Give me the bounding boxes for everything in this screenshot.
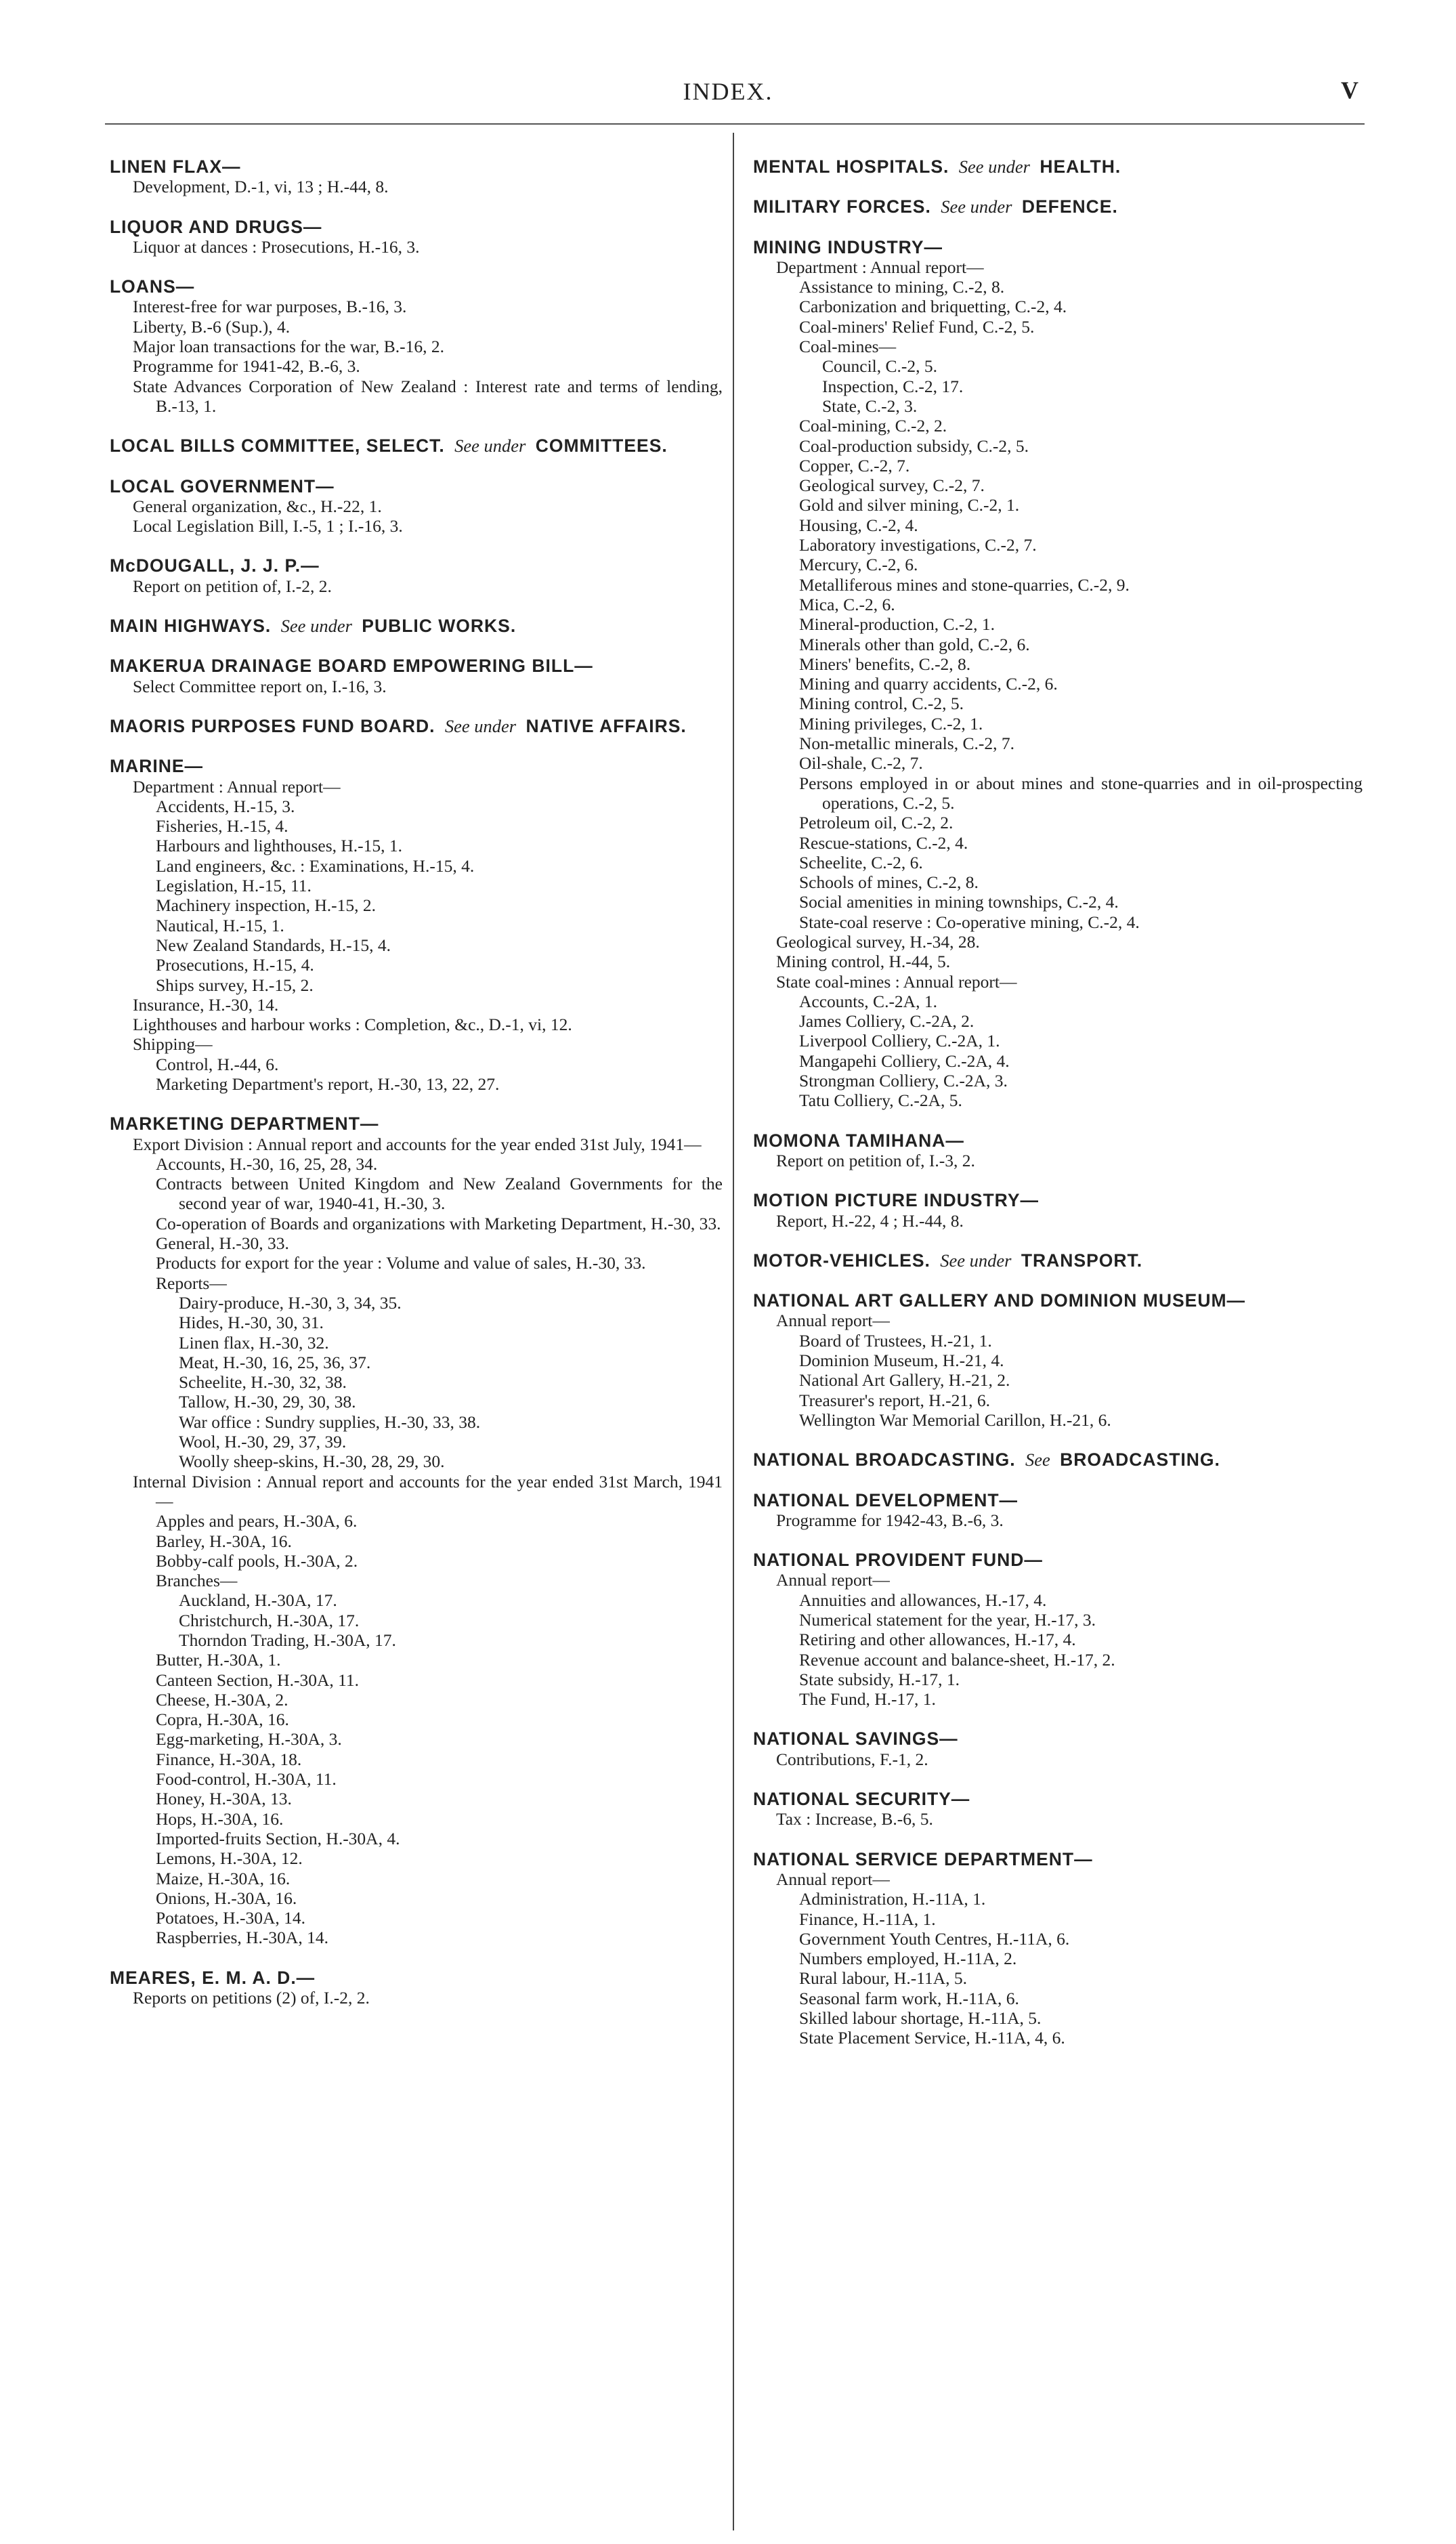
index-subentry: Machinery inspection, H.-15, 2. xyxy=(156,895,377,916)
index-entry xyxy=(110,477,723,536)
index-subentry: Internal Division : Annual report and accounts for the year ended 31st March, 1941— xyxy=(133,1471,723,1511)
index-subentry: Co-operation of Boards and organizations with Marketing Department, H.-30, 33. xyxy=(156,1213,721,1233)
see-under-label: See xyxy=(1025,1449,1050,1470)
cross-reference: NATIVE AFFAIRS. xyxy=(526,715,687,736)
cross-reference: HEALTH. xyxy=(1040,156,1121,177)
heading-text: NATIONAL BROADCASTING. xyxy=(753,1449,1016,1470)
cross-reference: BROADCASTING. xyxy=(1060,1449,1220,1470)
index-subentry: Strongman Colliery, C.-2A, 3. xyxy=(799,1071,1008,1091)
index-subentry: State subsidy, H.-17, 1. xyxy=(799,1669,960,1689)
heading-text: MILITARY FORCES. xyxy=(753,196,931,217)
index-entry xyxy=(753,1729,1363,1769)
see-under-label: See under xyxy=(941,196,1012,217)
heading-text: NATIONAL DEVELOPMENT— xyxy=(753,1489,1019,1510)
column-divider xyxy=(733,133,734,2530)
entry-heading xyxy=(110,616,723,636)
heading-text: McDOUGALL, J. J. P.— xyxy=(110,555,320,576)
see-under-label: See under xyxy=(280,616,352,637)
index-subentry: Programme for 1941-42, B.-6, 3. xyxy=(133,356,360,377)
index-subentry: Canteen Section, H.-30A, 11. xyxy=(156,1670,360,1690)
entry-heading xyxy=(110,757,723,776)
entry-heading xyxy=(753,1251,1363,1271)
index-subentry: Numbers employed, H.-11A, 2. xyxy=(799,1949,1017,1969)
index-entry xyxy=(753,1131,1363,1171)
index-entry xyxy=(753,1850,1363,2048)
heading-text: MOTION PICTURE INDUSTRY— xyxy=(753,1190,1039,1211)
index-subentry: Department : Annual report— xyxy=(776,257,984,277)
heading-text: MAORIS PURPOSES FUND BOARD. xyxy=(110,715,435,736)
index-entry xyxy=(753,1291,1363,1430)
index-subentry: Mining control, C.-2, 5. xyxy=(799,694,964,714)
see-under-label: See under xyxy=(454,436,526,457)
index-entry xyxy=(753,1450,1363,1470)
index-entry xyxy=(110,157,723,197)
index-subentry: Annual report— xyxy=(776,1869,890,1889)
index-entry xyxy=(110,217,723,257)
index-entry xyxy=(110,436,723,456)
index-subentry: Petroleum oil, C.-2, 2. xyxy=(799,813,954,833)
index-subentry: Revenue account and balance-sheet, H.-17, 2. xyxy=(799,1649,1115,1670)
left-column xyxy=(110,157,723,2028)
index-subentry: Land engineers, &c. : Examinations, H.-15, 4. xyxy=(156,855,475,876)
page-title: INDEX. xyxy=(683,78,773,105)
index-subentry: Legislation, H.-15, 11. xyxy=(156,876,312,896)
heading-text: NATIONAL SAVINGS— xyxy=(753,1729,958,1750)
index-subentry: Accounts, C.-2A, 1. xyxy=(799,991,937,1011)
index-subentry: Administration, H.-11A, 1. xyxy=(799,1889,986,1909)
heading-text: NATIONAL SERVICE DEPARTMENT— xyxy=(753,1848,1093,1869)
index-subentry: Liquor at dances : Prosecutions, H.-16, 3. xyxy=(133,236,420,257)
index-subentry: Tax : Increase, B.-6, 5. xyxy=(776,1809,933,1829)
index-subentry: James Colliery, C.-2A, 2. xyxy=(799,1011,975,1032)
index-subentry: Prosecutions, H.-15, 4. xyxy=(156,955,314,975)
entry-heading xyxy=(753,1291,1363,1311)
index-subentry: General, H.-30, 33. xyxy=(156,1233,289,1254)
entry-heading xyxy=(110,656,723,676)
index-subentry: State-coal reserve : Co-operative mining, C.-2, 4. xyxy=(799,912,1140,932)
index-entry xyxy=(753,157,1363,177)
index-subentry: Oil-shale, C.-2, 7. xyxy=(799,753,923,773)
index-subentry: Council, C.-2, 5. xyxy=(822,356,937,377)
index-subentry: Dominion Museum, H.-21, 4. xyxy=(799,1351,1004,1371)
index-subentry: Schools of mines, C.-2, 8. xyxy=(799,872,979,893)
index-entry xyxy=(110,757,723,1094)
index-subentry: Scheelite, C.-2, 6. xyxy=(799,852,923,872)
header-rule xyxy=(105,123,1365,125)
entry-heading xyxy=(753,1491,1363,1510)
index-subentry: State coal-mines : Annual report— xyxy=(776,971,1017,992)
index-entry xyxy=(753,1789,1363,1829)
index-subentry: Coal-production subsidy, C.-2, 5. xyxy=(799,436,1029,456)
index-subentry: Reports on petitions (2) of, I.-2, 2. xyxy=(133,1988,370,2008)
index-subentry: Liberty, B.-6 (Sup.), 4. xyxy=(133,316,291,337)
entry-heading xyxy=(753,1450,1363,1470)
cross-reference: DEFENCE. xyxy=(1021,196,1118,217)
entry-heading xyxy=(753,1729,1363,1749)
index-subentry: Ships survey, H.-15, 2. xyxy=(156,975,314,995)
index-subentry: Annual report— xyxy=(776,1311,890,1331)
entry-heading xyxy=(753,1191,1363,1210)
index-subentry: Rural labour, H.-11A, 5. xyxy=(799,1968,968,1989)
index-subentry: Mineral-production, C.-2, 1. xyxy=(799,614,995,635)
index-subentry: New Zealand Standards, H.-15, 4. xyxy=(156,935,391,955)
index-subentry: Coal-mining, C.-2, 2. xyxy=(799,416,947,436)
index-subentry: Finance, H.-11A, 1. xyxy=(799,1909,936,1929)
heading-text: MOTOR-VEHICLES. xyxy=(753,1250,930,1271)
index-subentry: Miners' benefits, C.-2, 8. xyxy=(799,654,971,674)
index-subentry: Cheese, H.-30A, 2. xyxy=(156,1689,288,1710)
index-subentry: Select Committee report on, I.-16, 3. xyxy=(133,676,387,696)
entry-heading xyxy=(753,238,1363,257)
index-subentry: Raspberries, H.-30A, 14. xyxy=(156,1928,328,1948)
index-subentry: Report on petition of, I.-3, 2. xyxy=(776,1150,975,1170)
heading-text: MAIN HIGHWAYS. xyxy=(110,616,272,637)
index-subentry: Local Legislation Bill, I.-5, 1 ; I.-16, 3. xyxy=(133,516,403,536)
heading-text: MARINE— xyxy=(110,756,204,777)
index-subentry: Food-control, H.-30A, 11. xyxy=(156,1769,337,1789)
index-subentry: Accounts, H.-30, 16, 25, 28, 34. xyxy=(156,1153,378,1174)
index-subentry: Butter, H.-30A, 1. xyxy=(156,1650,281,1670)
index-subentry: Coal-miners' Relief Fund, C.-2, 5. xyxy=(799,316,1035,337)
index-subentry: Contributions, F.-1, 2. xyxy=(776,1749,928,1769)
index-subentry: Honey, H.-30A, 13. xyxy=(156,1789,292,1809)
index-subentry: Retiring and other allowances, H.-17, 4. xyxy=(799,1630,1076,1650)
heading-text: MEARES, E. M. A. D.— xyxy=(110,1967,316,1988)
index-subentry: Export Division : Annual report and accounts for the year ended 31st July, 1941— xyxy=(133,1134,702,1154)
index-subentry: Annuities and allowances, H.-17, 4. xyxy=(799,1590,1047,1610)
index-subentry: Numerical statement for the year, H.-17, 3. xyxy=(799,1610,1096,1630)
index-subentry: Bobby-calf pools, H.-30A, 2. xyxy=(156,1550,358,1571)
index-subentry: Wellington War Memorial Carillon, H.-21, 6. xyxy=(799,1409,1111,1430)
entry-heading xyxy=(110,1114,723,1134)
index-subentry: Assistance to mining, C.-2, 8. xyxy=(799,277,1005,297)
entry-heading xyxy=(753,1131,1363,1151)
index-subentry: Reports— xyxy=(156,1273,227,1293)
index-subentry: Mining privileges, C.-2, 1. xyxy=(799,713,983,734)
entry-heading xyxy=(110,556,723,576)
entry-heading xyxy=(753,1850,1363,1869)
index-subentry: State Placement Service, H.-11A, 4, 6. xyxy=(799,2028,1065,2048)
entry-heading xyxy=(753,157,1363,177)
index-entry xyxy=(110,1968,723,2008)
index-entry xyxy=(753,1491,1363,1531)
index-entry xyxy=(753,238,1363,1111)
index-subentry: Linen flax, H.-30, 32. xyxy=(179,1332,329,1353)
index-subentry: Annual report— xyxy=(776,1570,890,1590)
index-subentry: Hops, H.-30A, 16. xyxy=(156,1808,284,1829)
entry-heading xyxy=(110,717,723,736)
cross-reference: PUBLIC WORKS. xyxy=(362,616,517,637)
index-subentry: Metalliferous mines and stone-quarries, C.-2, 9. xyxy=(799,574,1130,595)
index-entry xyxy=(753,1251,1363,1271)
index-subentry: Contracts between United Kingdom and New Zealand Governments for the second year of war, 1940-41, H.-30, 3. xyxy=(156,1174,723,1214)
index-subentry: Seasonal farm work, H.-11A, 6. xyxy=(799,1988,1019,2008)
index-subentry: Auckland, H.-30A, 17. xyxy=(179,1590,337,1611)
index-subentry: Report, H.-22, 4 ; H.-44, 8. xyxy=(776,1210,964,1231)
entry-heading xyxy=(753,1789,1363,1809)
page-number: V xyxy=(1341,77,1358,104)
index-subentry: Mica, C.-2, 6. xyxy=(799,594,895,614)
index-subentry: Fisheries, H.-15, 4. xyxy=(156,816,288,836)
index-subentry: Board of Trustees, H.-21, 1. xyxy=(799,1330,992,1351)
index-subentry: Treasurer's report, H.-21, 6. xyxy=(799,1390,990,1410)
index-subentry: Interest-free for war purposes, B.-16, 3. xyxy=(133,297,407,317)
index-subentry: Rescue-stations, C.-2, 4. xyxy=(799,832,968,853)
index-subentry: Carbonization and briquetting, C.-2, 4. xyxy=(799,297,1067,317)
index-subentry: Finance, H.-30A, 18. xyxy=(156,1749,302,1769)
index-subentry: Coal-mines— xyxy=(799,337,897,357)
index-subentry: Hides, H.-30, 30, 31. xyxy=(179,1313,324,1333)
heading-text: LOANS— xyxy=(110,276,195,297)
index-subentry: Mercury, C.-2, 6. xyxy=(799,555,918,575)
index-subentry: Tallow, H.-30, 29, 30, 38. xyxy=(179,1392,356,1412)
index-entry xyxy=(753,1191,1363,1231)
index-subentry: Skilled labour shortage, H.-11A, 5. xyxy=(799,2008,1042,2029)
heading-text: MAKERUA DRAINAGE BOARD EMPOWERING BILL— xyxy=(110,656,593,677)
index-subentry: State Advances Corporation of New Zealand : Interest rate and terms of lending, B.-13, 1. xyxy=(133,376,723,416)
entry-heading xyxy=(110,277,723,297)
index-subentry: Geological survey, H.-34, 28. xyxy=(776,931,980,952)
entry-heading xyxy=(110,436,723,456)
entry-heading xyxy=(753,197,1363,217)
index-entry xyxy=(753,1550,1363,1709)
index-subentry: Branches— xyxy=(156,1571,238,1591)
index-subentry: Control, H.-44, 6. xyxy=(156,1054,279,1074)
index-subentry: War office : Sundry supplies, H.-30, 33, 38. xyxy=(179,1412,481,1432)
index-subentry: Egg-marketing, H.-30A, 3. xyxy=(156,1729,342,1750)
index-subentry: Thorndon Trading, H.-30A, 17. xyxy=(179,1630,396,1650)
index-subentry: Report on petition of, I.-2, 2. xyxy=(133,576,332,596)
see-under-label: See under xyxy=(958,156,1030,177)
index-entry xyxy=(110,556,723,596)
index-subentry: Barley, H.-30A, 16. xyxy=(156,1531,292,1551)
right-column xyxy=(753,157,1363,2069)
index-subentry: Onions, H.-30A, 16. xyxy=(156,1888,297,1908)
index-subentry: Mining control, H.-44, 5. xyxy=(776,952,951,972)
heading-text: NATIONAL ART GALLERY AND DOMINION MUSEUM— xyxy=(753,1290,1246,1311)
index-subentry: Shipping— xyxy=(133,1034,213,1055)
heading-text: LIQUOR AND DRUGS— xyxy=(110,216,322,237)
index-subentry: Imported-fruits Section, H.-30A, 4. xyxy=(156,1828,400,1848)
entry-heading xyxy=(110,217,723,237)
index-subentry: Accidents, H.-15, 3. xyxy=(156,796,295,816)
index-subentry: Copper, C.-2, 7. xyxy=(799,455,910,475)
heading-text: MENTAL HOSPITALS. xyxy=(753,156,949,177)
index-subentry: Potatoes, H.-30A, 14. xyxy=(156,1908,305,1928)
index-subentry: Woolly sheep-skins, H.-30, 28, 29, 30. xyxy=(179,1451,445,1472)
heading-text: LINEN FLAX— xyxy=(110,156,241,177)
index-entry xyxy=(110,1114,723,1947)
entry-heading xyxy=(110,1968,723,1988)
index-subentry: Laboratory investigations, C.-2, 7. xyxy=(799,535,1037,555)
index-subentry: Housing, C.-2, 4. xyxy=(799,515,918,535)
index-subentry: Mining and quarry accidents, C.-2, 6. xyxy=(799,674,1058,694)
index-subentry: Liverpool Colliery, C.-2A, 1. xyxy=(799,1031,1000,1051)
index-subentry: Apples and pears, H.-30A, 6. xyxy=(156,1511,358,1531)
index-entry xyxy=(110,616,723,636)
index-subentry: Department : Annual report— xyxy=(133,776,341,797)
index-subentry: Scheelite, H.-30, 32, 38. xyxy=(179,1372,347,1393)
heading-text: LOCAL BILLS COMMITTEE, SELECT. xyxy=(110,436,445,457)
index-subentry: Minerals other than gold, C.-2, 6. xyxy=(799,634,1030,654)
index-subentry: Lemons, H.-30A, 12. xyxy=(156,1848,303,1869)
index-subentry: Mangapehi Colliery, C.-2A, 4. xyxy=(799,1051,1010,1071)
index-subentry: Inspection, C.-2, 17. xyxy=(822,376,964,396)
cross-reference: TRANSPORT. xyxy=(1021,1250,1143,1271)
index-subentry: Dairy-produce, H.-30, 3, 34, 35. xyxy=(179,1292,402,1313)
index-subentry: Christchurch, H.-30A, 17. xyxy=(179,1610,360,1630)
index-subentry: Programme for 1942-43, B.-6, 3. xyxy=(776,1510,1004,1530)
heading-text: MINING INDUSTRY— xyxy=(753,236,943,257)
index-subentry: General organization, &c., H.-22, 1. xyxy=(133,496,382,516)
cross-reference: COMMITTEES. xyxy=(535,436,668,457)
index-subentry: Persons employed in or about mines and stone-quarries and in oil-prospecting operations, C.-2, 5. xyxy=(799,773,1363,813)
heading-text: MARKETING DEPARTMENT— xyxy=(110,1114,379,1135)
index-subentry: Geological survey, C.-2, 7. xyxy=(799,475,985,496)
index-subentry: Lighthouses and harbour works : Completion, &c., D.-1, vi, 12. xyxy=(133,1015,572,1035)
index-subentry: Government Youth Centres, H.-11A, 6. xyxy=(799,1928,1070,1949)
index-subentry: Meat, H.-30, 16, 25, 36, 37. xyxy=(179,1352,371,1372)
index-subentry: The Fund, H.-17, 1. xyxy=(799,1689,936,1710)
index-subentry: State, C.-2, 3. xyxy=(822,396,918,416)
see-under-label: See under xyxy=(444,715,517,736)
index-subentry: Marketing Department's report, H.-30, 13, 22, 27. xyxy=(156,1074,500,1094)
index-subentry: Development, D.-1, vi, 13 ; H.-44, 8. xyxy=(133,177,389,197)
index-subentry: Harbours and lighthouses, H.-15, 1. xyxy=(156,836,403,856)
index-subentry: Products for export for the year : Volume and value of sales, H.-30, 33. xyxy=(156,1253,646,1273)
heading-text: MOMONA TAMIHANA— xyxy=(753,1130,964,1151)
index-subentry: Insurance, H.-30, 14. xyxy=(133,994,279,1015)
index-subentry: Maize, H.-30A, 16. xyxy=(156,1868,291,1888)
index-subentry: Major loan transactions for the war, B.-16, 2. xyxy=(133,337,444,357)
index-subentry: Social amenities in mining townships, C.-2, 4. xyxy=(799,892,1119,912)
heading-text: LOCAL GOVERNMENT— xyxy=(110,475,335,496)
entry-heading xyxy=(110,157,723,177)
entry-heading xyxy=(753,1550,1363,1570)
index-subentry: Nautical, H.-15, 1. xyxy=(156,915,284,935)
heading-text: NATIONAL SECURITY— xyxy=(753,1789,970,1810)
index-entry xyxy=(110,277,723,416)
index-entry xyxy=(110,717,723,736)
index-subentry: Tatu Colliery, C.-2A, 5. xyxy=(799,1090,962,1111)
index-subentry: Non-metallic minerals, C.-2, 7. xyxy=(799,734,1014,754)
heading-text: NATIONAL PROVIDENT FUND— xyxy=(753,1550,1043,1571)
index-subentry: National Art Gallery, H.-21, 2. xyxy=(799,1370,1010,1391)
entry-heading xyxy=(110,477,723,496)
index-entry xyxy=(110,656,723,696)
index-entry xyxy=(753,197,1363,217)
see-under-label: See under xyxy=(940,1250,1012,1271)
index-subentry: Wool, H.-30, 29, 37, 39. xyxy=(179,1432,347,1452)
index-subentry: Gold and silver mining, C.-2, 1. xyxy=(799,495,1020,515)
index-subentry: Copra, H.-30A, 16. xyxy=(156,1710,289,1730)
